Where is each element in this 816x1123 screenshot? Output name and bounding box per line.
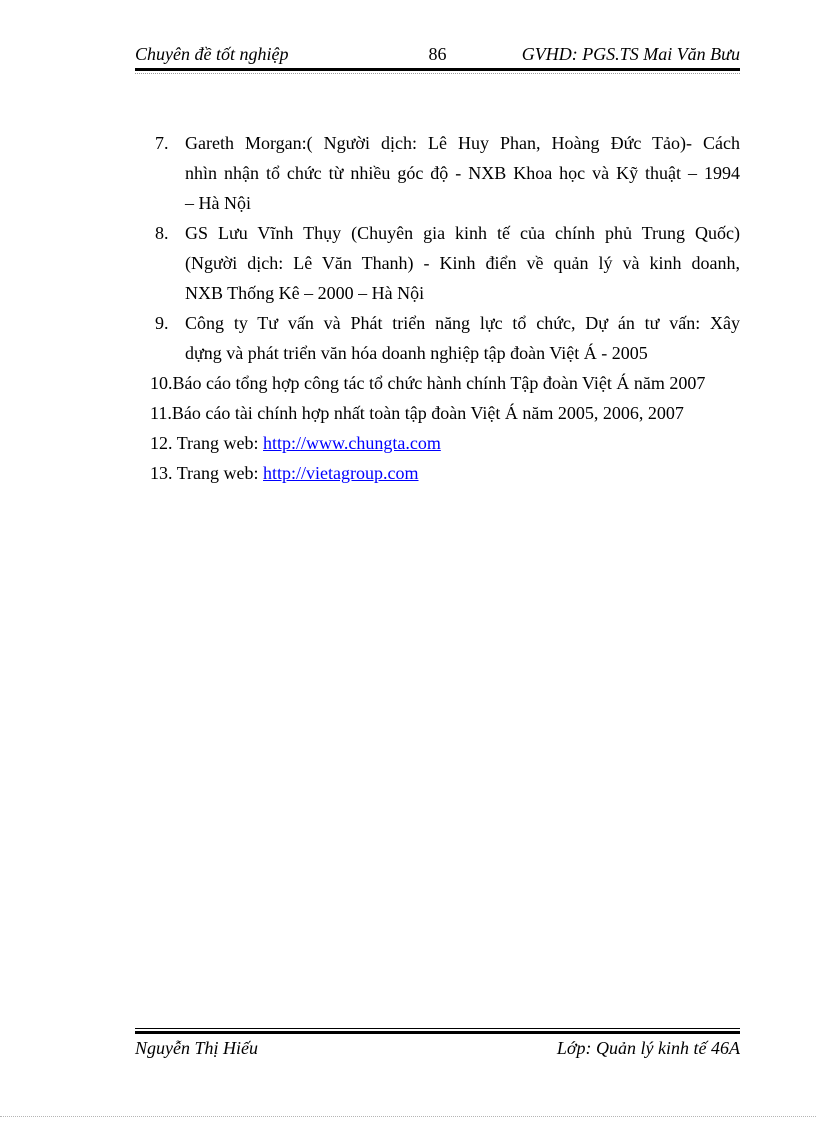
header-rule-shadow: [135, 73, 740, 74]
page-footer: [135, 1028, 740, 1061]
reference-number: 7.: [155, 133, 169, 153]
footer-rule-thick: [135, 1031, 740, 1034]
reference-item-13: [135, 458, 740, 488]
reference-line: GS Lưu Vĩnh Thụy (Chuyên gia kinh tế của chính phủ Trung Quốc): [185, 223, 740, 243]
reference-text: Trang web:: [176, 433, 259, 453]
footer-author-name: Nguyễn Thị Hiếu: [135, 1038, 258, 1058]
reference-item-10: [135, 368, 740, 398]
page-number: 86: [428, 44, 447, 64]
reference-line: Công ty Tư vấn và Phát triển năng lực tổ chức, Dự án tư vấn: Xây: [185, 313, 740, 333]
reference-number: 9.: [155, 313, 169, 333]
reference-item-9: [135, 308, 740, 368]
page-header: [135, 42, 740, 74]
header-row: [135, 42, 740, 66]
reference-number: 13.: [150, 463, 173, 483]
reference-line: – Hà Nội: [185, 193, 251, 213]
reference-item-7: [135, 128, 740, 218]
reference-link-vietagroup[interactable]: http://vietagroup.com: [263, 463, 419, 483]
reference-text: Báo cáo tài chính hợp nhất toàn tập đoàn Việt Á năm 2005, 2006, 2007: [171, 403, 684, 423]
header-rule: [135, 68, 740, 71]
reference-line: nhìn nhận tổ chức từ nhiều góc độ - NXB Khoa học và Kỹ thuật – 1994: [185, 163, 740, 183]
footer-rule-thin: [135, 1028, 740, 1029]
reference-line: dựng và phát triển văn hóa doanh nghiệp tập đoàn Việt Á - 2005: [185, 343, 648, 363]
footer-class-label: Lớp: Quản lý kinh tế 46A: [556, 1038, 740, 1058]
reference-line: (Người dịch: Lê Văn Thanh) - Kinh điển về quản lý và kinh doanh,: [185, 253, 740, 273]
page-bottom-edge: [0, 1116, 816, 1117]
header-supervisor: GVHD: PGS.TS Mai Văn Bưu: [521, 44, 740, 64]
reference-text: Trang web:: [176, 463, 259, 483]
reference-link-chungta[interactable]: http://www.chungta.com: [263, 433, 441, 453]
reference-item-12: [135, 428, 740, 458]
reference-item-11: [135, 398, 740, 428]
reference-number: 12.: [150, 433, 173, 453]
reference-number: 11.: [150, 403, 172, 423]
references-list: [135, 128, 740, 488]
reference-line: Gareth Morgan:( Người dịch: Lê Huy Phan, Hoàng Đức Tảo)- Cách: [185, 133, 740, 153]
reference-line: NXB Thống Kê – 2000 – Hà Nội: [185, 283, 425, 303]
reference-number: 8.: [155, 223, 169, 243]
reference-item-8: [135, 218, 740, 308]
footer-row: [135, 1035, 740, 1061]
reference-number: 10.: [150, 373, 173, 393]
reference-text: Báo cáo tổng hợp công tác tổ chức hành chính Tập đoàn Việt Á năm 2007: [172, 373, 706, 393]
header-course-title: Chuyên đề tốt nghiệp: [135, 44, 289, 64]
